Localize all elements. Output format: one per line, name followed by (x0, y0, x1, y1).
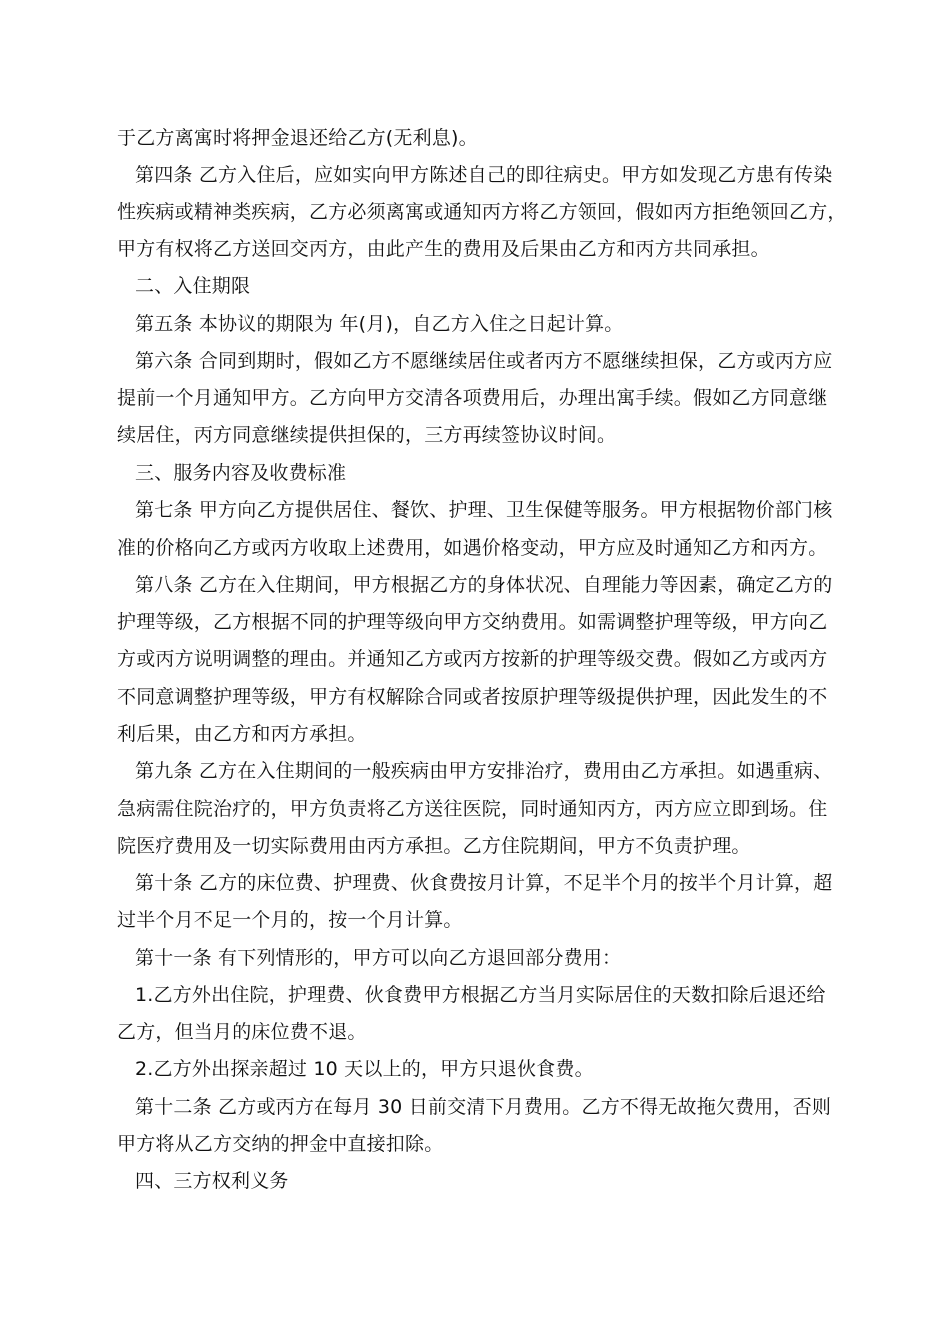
list-item-2-line: 2.乙方外出探亲超过 10 天以上的，甲方只退伙食费。 (135, 1058, 594, 1080)
section-heading-2: 二、入住期限 (135, 275, 251, 297)
article-9-heading-line: 第九条 乙方在入住期间的一般疾病由甲方安排治疗，费用由乙方承担。如遇重病、 (135, 760, 833, 782)
paragraph-line: 提前一个月通知甲方。乙方向甲方交清各项费用后，办理出寓手续。假如乙方同意继 (117, 387, 828, 409)
paragraph-line: 甲方将从乙方交纳的押金中直接扣除。 (117, 1133, 444, 1155)
article-12-heading-line: 第十二条 乙方或丙方在每月 30 日前交清下月费用。乙方不得无故拖欠费用，否则 (135, 1096, 832, 1118)
paragraph-line: 方或丙方说明调整的理由。并通知乙方或丙方按新的护理等级交费。假如乙方或丙方 (117, 648, 828, 670)
paragraph-line: 利后果，由乙方和丙方承担。 (117, 723, 367, 745)
paragraph-line: 甲方有权将乙方送回交丙方，由此产生的费用及后果由乙方和丙方共同承担。 (117, 238, 770, 260)
section-heading-4: 四、三方权利义务 (135, 1170, 289, 1192)
article-6-heading-line: 第六条 合同到期时，假如乙方不愿继续居住或者丙方不愿继续担保，乙方或丙方应 (135, 350, 833, 372)
list-item-1-line: 1.乙方外出住院，护理费、伙食费甲方根据乙方当月实际居住的天数扣除后退还给 (135, 984, 826, 1006)
paragraph-line: 性疾病或精神类疾病，乙方必须离寓或通知丙方将乙方领回，假如丙方拒绝领回乙方， (117, 201, 847, 223)
article-7-heading-line: 第七条 甲方向乙方提供居住、餐饮、护理、卫生保健等服务。甲方根据物价部门核 (135, 499, 833, 521)
paragraph-line: 乙方，但当月的床位费不退。 (117, 1021, 367, 1043)
article-5-line: 第五条 本协议的期限为 年(月)，自乙方入住之日起计算。 (135, 313, 624, 335)
paragraph-line: 续居住，丙方同意继续提供担保的，三方再续签协议时间。 (117, 424, 617, 446)
section-heading-3: 三、服务内容及收费标准 (135, 462, 347, 484)
paragraph-line: 急病需住院治疗的，甲方负责将乙方送往医院，同时通知丙方，丙方应立即到场。住 (117, 798, 828, 820)
article-8-heading-line: 第八条 乙方在入住期间，甲方根据乙方的身体状况、自理能力等因素，确定乙方的 (135, 574, 833, 596)
paragraph-line: 院医疗费用及一切实际费用由丙方承担。乙方住院期间，甲方不负责护理。 (117, 835, 751, 857)
paragraph-line: 不同意调整护理等级，甲方有权解除合同或者按原护理等级提供护理，因此发生的不 (117, 686, 828, 708)
article-10-heading-line: 第十条 乙方的床位费、护理费、伙食费按月计算，不足半个月的按半个月计算，超 (135, 872, 833, 894)
article-4-heading-line: 第四条 乙方入住后，应如实向甲方陈述自己的即往病史。甲方如发现乙方患有传染 (135, 164, 833, 186)
paragraph-line: 护理等级，乙方根据不同的护理等级向甲方交纳费用。如需调整护理等级，甲方向乙 (117, 611, 828, 633)
paragraph-line: 过半个月不足一个月的，按一个月计算。 (117, 909, 463, 931)
paragraph-line: 准的价格向乙方或丙方收取上述费用，如遇价格变动，甲方应及时通知乙方和丙方。 (117, 537, 828, 559)
article-11-line: 第十一条 有下列情形的，甲方可以向乙方退回部分费用： (135, 947, 622, 969)
paragraph-line: 于乙方离寓时将押金退还给乙方(无利息)。 (117, 127, 478, 149)
